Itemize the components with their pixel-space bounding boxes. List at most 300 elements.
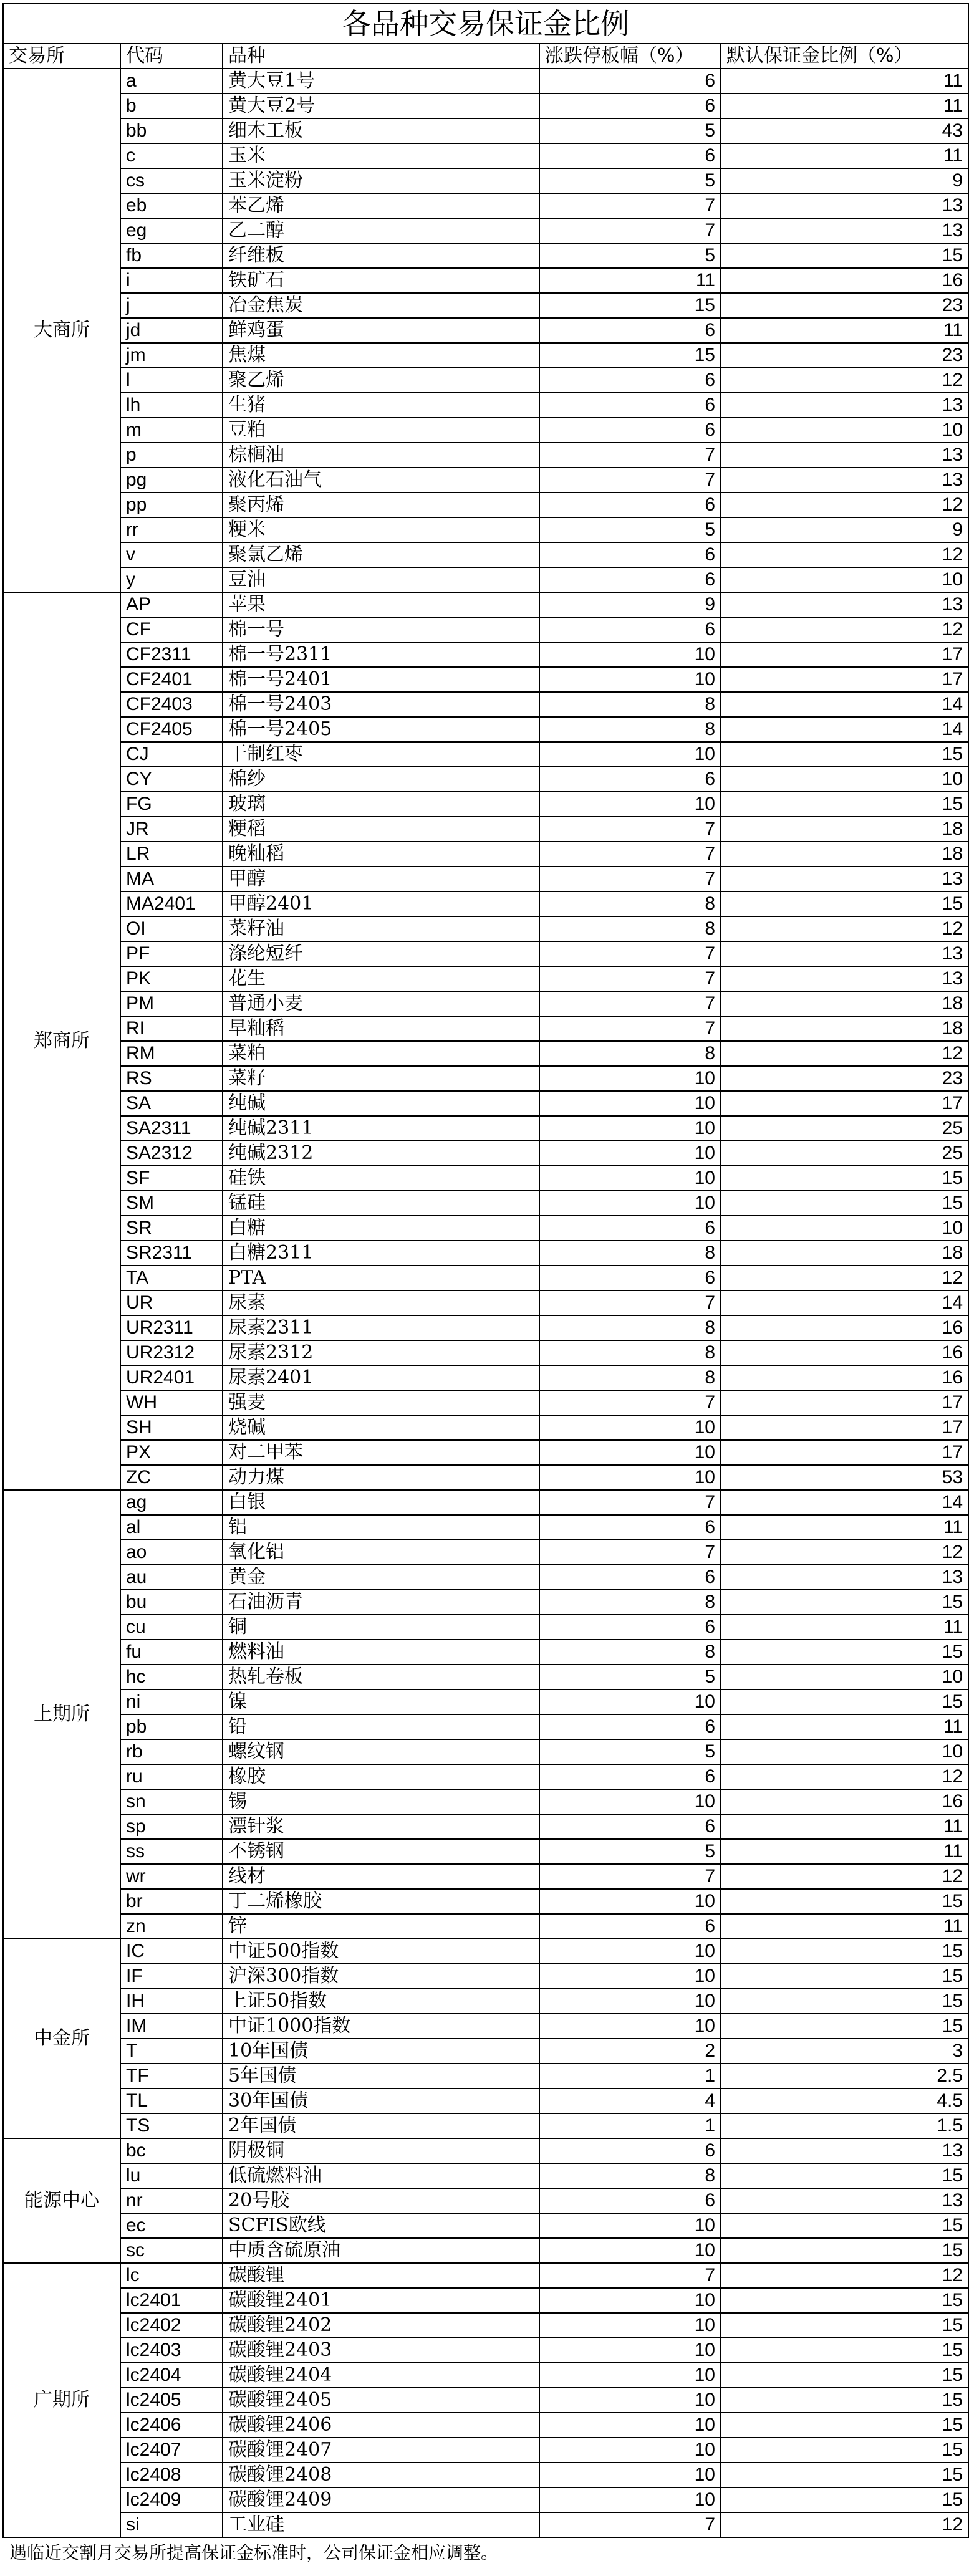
product-cell: 铜 bbox=[223, 1615, 539, 1640]
code-cell: UR2312 bbox=[120, 1340, 223, 1365]
margin-cell: 10 bbox=[721, 1216, 968, 1241]
table-row bbox=[3, 1739, 968, 1764]
margin-cell: 12 bbox=[721, 916, 968, 941]
limit-cell: 10 bbox=[539, 1091, 721, 1116]
limit-cell: 11 bbox=[539, 268, 721, 293]
table-row bbox=[3, 1191, 968, 1216]
limit-cell: 8 bbox=[539, 1590, 721, 1615]
code-cell: RS bbox=[120, 1066, 223, 1091]
margin-cell: 17 bbox=[721, 1415, 968, 1440]
margin-cell: 4.5 bbox=[721, 2088, 968, 2113]
margin-cell: 16 bbox=[721, 1340, 968, 1365]
header-product: 品种 bbox=[223, 44, 539, 69]
table-row bbox=[3, 2113, 968, 2138]
code-cell: SA2311 bbox=[120, 1116, 223, 1141]
code-cell: lc bbox=[120, 2263, 223, 2288]
exchange-cell: 中金所 bbox=[3, 1939, 120, 2138]
product-cell: 普通小麦 bbox=[223, 991, 539, 1016]
product-cell: 白糖 bbox=[223, 1216, 539, 1241]
code-cell: rr bbox=[120, 517, 223, 542]
product-cell: 冶金焦炭 bbox=[223, 293, 539, 318]
product-cell: 碳酸锂2406 bbox=[223, 2413, 539, 2438]
limit-cell: 10 bbox=[539, 2338, 721, 2363]
table-row bbox=[3, 468, 968, 493]
margin-cell: 13 bbox=[721, 867, 968, 892]
code-cell: cu bbox=[120, 1615, 223, 1640]
product-cell: 5年国债 bbox=[223, 2064, 539, 2088]
code-cell: rb bbox=[120, 1739, 223, 1764]
product-cell: 玉米 bbox=[223, 143, 539, 168]
product-cell: 线材 bbox=[223, 1864, 539, 1889]
product-cell: 碳酸锂2401 bbox=[223, 2288, 539, 2313]
product-cell: 尿素2312 bbox=[223, 1340, 539, 1365]
limit-cell: 6 bbox=[539, 1764, 721, 1789]
limit-cell: 7 bbox=[539, 1016, 721, 1041]
margin-cell: 15 bbox=[721, 2438, 968, 2463]
product-cell: 晚籼稻 bbox=[223, 842, 539, 867]
limit-cell: 7 bbox=[539, 468, 721, 493]
code-cell: cs bbox=[120, 168, 223, 193]
margin-cell: 14 bbox=[721, 692, 968, 717]
product-cell: 沪深300指数 bbox=[223, 1964, 539, 1989]
code-cell: zn bbox=[120, 1914, 223, 1939]
product-cell: 纯碱2312 bbox=[223, 1141, 539, 1166]
code-cell: AP bbox=[120, 592, 223, 617]
product-cell: 锌 bbox=[223, 1914, 539, 1939]
margin-cell: 17 bbox=[721, 1390, 968, 1415]
exchange-cell: 上期所 bbox=[3, 1490, 120, 1939]
limit-cell: 7 bbox=[539, 1490, 721, 1515]
table-row bbox=[3, 2088, 968, 2113]
limit-cell: 7 bbox=[539, 867, 721, 892]
margin-cell: 11 bbox=[721, 1615, 968, 1640]
margin-cell: 25 bbox=[721, 1141, 968, 1166]
product-cell: 粳稻 bbox=[223, 817, 539, 842]
product-cell: 棉一号 bbox=[223, 617, 539, 642]
table-row bbox=[3, 692, 968, 717]
margin-cell: 11 bbox=[721, 143, 968, 168]
product-cell: 镍 bbox=[223, 1689, 539, 1714]
product-cell: 菜籽油 bbox=[223, 916, 539, 941]
table-row bbox=[3, 742, 968, 767]
product-cell: 黄大豆1号 bbox=[223, 69, 539, 94]
table-row bbox=[3, 1689, 968, 1714]
code-cell: lc2407 bbox=[120, 2438, 223, 2463]
product-cell: 菜籽 bbox=[223, 1066, 539, 1091]
product-cell: 不锈钢 bbox=[223, 1839, 539, 1864]
margin-cell: 15 bbox=[721, 2213, 968, 2238]
limit-cell: 10 bbox=[539, 2388, 721, 2413]
limit-cell: 10 bbox=[539, 1964, 721, 1989]
margin-cell: 17 bbox=[721, 667, 968, 692]
product-cell: 碳酸锂2404 bbox=[223, 2363, 539, 2388]
table-row bbox=[3, 1839, 968, 1864]
product-cell: 石油沥青 bbox=[223, 1590, 539, 1615]
limit-cell: 7 bbox=[539, 966, 721, 991]
limit-cell: 10 bbox=[539, 1465, 721, 1490]
code-cell: bb bbox=[120, 118, 223, 143]
table-row bbox=[3, 966, 968, 991]
limit-cell: 10 bbox=[539, 1789, 721, 1814]
limit-cell: 10 bbox=[539, 2487, 721, 2512]
margin-cell: 15 bbox=[721, 1964, 968, 1989]
margin-cell: 17 bbox=[721, 642, 968, 667]
table-row bbox=[3, 717, 968, 742]
limit-cell: 5 bbox=[539, 1739, 721, 1764]
product-cell: 20号胶 bbox=[223, 2188, 539, 2213]
product-cell: 强麦 bbox=[223, 1390, 539, 1415]
product-cell: 碳酸锂2405 bbox=[223, 2388, 539, 2413]
table-row bbox=[3, 1540, 968, 1565]
limit-cell: 7 bbox=[539, 1390, 721, 1415]
margin-cell: 11 bbox=[721, 94, 968, 118]
limit-cell: 8 bbox=[539, 2163, 721, 2188]
table-row bbox=[3, 243, 968, 268]
table-row bbox=[3, 118, 968, 143]
table-row bbox=[3, 2413, 968, 2438]
code-cell: MA2401 bbox=[120, 892, 223, 916]
product-cell: 棉纱 bbox=[223, 767, 539, 792]
limit-cell: 8 bbox=[539, 1365, 721, 1390]
table-row bbox=[3, 1665, 968, 1689]
table-row bbox=[3, 1241, 968, 1266]
margin-cell: 13 bbox=[721, 443, 968, 468]
margin-cell: 15 bbox=[721, 2463, 968, 2487]
title-row bbox=[3, 4, 968, 44]
table-row bbox=[3, 2288, 968, 2313]
exchange-cell: 郑商所 bbox=[3, 592, 120, 1490]
margin-cell: 12 bbox=[721, 2263, 968, 2288]
table-row bbox=[3, 293, 968, 318]
table-row bbox=[3, 1315, 968, 1340]
product-cell: 硅铁 bbox=[223, 1166, 539, 1191]
code-cell: a bbox=[120, 69, 223, 94]
table-row bbox=[3, 1914, 968, 1939]
margin-cell: 23 bbox=[721, 343, 968, 368]
limit-cell: 6 bbox=[539, 318, 721, 343]
margin-cell: 23 bbox=[721, 293, 968, 318]
code-cell: TA bbox=[120, 1266, 223, 1290]
product-cell: 涤纶短纤 bbox=[223, 941, 539, 966]
table-row bbox=[3, 2138, 968, 2163]
code-cell: hc bbox=[120, 1665, 223, 1689]
margin-cell: 13 bbox=[721, 393, 968, 418]
table-row bbox=[3, 1041, 968, 1066]
product-cell: 烧碱 bbox=[223, 1415, 539, 1440]
limit-cell: 2 bbox=[539, 2039, 721, 2064]
table-row bbox=[3, 842, 968, 867]
product-cell: 花生 bbox=[223, 966, 539, 991]
code-cell: PM bbox=[120, 991, 223, 1016]
limit-cell: 10 bbox=[539, 1889, 721, 1914]
limit-cell: 15 bbox=[539, 293, 721, 318]
table-row bbox=[3, 892, 968, 916]
code-cell: PK bbox=[120, 966, 223, 991]
limit-cell: 10 bbox=[539, 1939, 721, 1964]
limit-cell: 8 bbox=[539, 1241, 721, 1266]
margin-cell: 53 bbox=[721, 1465, 968, 1490]
code-cell: au bbox=[120, 1565, 223, 1590]
limit-cell: 6 bbox=[539, 617, 721, 642]
code-cell: IH bbox=[120, 1989, 223, 2014]
margin-cell: 15 bbox=[721, 742, 968, 767]
margin-cell: 13 bbox=[721, 468, 968, 493]
margin-cell: 23 bbox=[721, 1066, 968, 1091]
code-cell: y bbox=[120, 567, 223, 592]
table-row bbox=[3, 2213, 968, 2238]
margin-cell: 15 bbox=[721, 243, 968, 268]
table-row bbox=[3, 1091, 968, 1116]
table-row bbox=[3, 2338, 968, 2363]
table-row bbox=[3, 1116, 968, 1141]
limit-cell: 10 bbox=[539, 2313, 721, 2338]
limit-cell: 10 bbox=[539, 742, 721, 767]
margin-cell: 12 bbox=[721, 1266, 968, 1290]
table-row bbox=[3, 2039, 968, 2064]
limit-cell: 6 bbox=[539, 94, 721, 118]
limit-cell: 6 bbox=[539, 567, 721, 592]
limit-cell: 10 bbox=[539, 1989, 721, 2014]
product-cell: 黄金 bbox=[223, 1565, 539, 1590]
product-cell: 碳酸锂2403 bbox=[223, 2338, 539, 2363]
margin-cell: 15 bbox=[721, 1689, 968, 1714]
code-cell: b bbox=[120, 94, 223, 118]
code-cell: pb bbox=[120, 1714, 223, 1739]
code-cell: ec bbox=[120, 2213, 223, 2238]
product-cell: 锡 bbox=[223, 1789, 539, 1814]
table-row bbox=[3, 1565, 968, 1590]
code-cell: eb bbox=[120, 193, 223, 218]
table-row bbox=[3, 1266, 968, 1290]
product-cell: 铁矿石 bbox=[223, 268, 539, 293]
limit-cell: 7 bbox=[539, 941, 721, 966]
code-cell: lc2401 bbox=[120, 2288, 223, 2313]
code-cell: T bbox=[120, 2039, 223, 2064]
table-row bbox=[3, 2188, 968, 2213]
margin-cell: 13 bbox=[721, 1565, 968, 1590]
code-cell: IM bbox=[120, 2014, 223, 2039]
code-cell: ZC bbox=[120, 1465, 223, 1490]
margin-cell: 16 bbox=[721, 1365, 968, 1390]
product-cell: 碳酸锂 bbox=[223, 2263, 539, 2288]
code-cell: ao bbox=[120, 1540, 223, 1565]
table-row bbox=[3, 1415, 968, 1440]
limit-cell: 7 bbox=[539, 193, 721, 218]
table-row bbox=[3, 941, 968, 966]
code-cell: j bbox=[120, 293, 223, 318]
limit-cell: 6 bbox=[539, 2138, 721, 2163]
product-cell: 中证500指数 bbox=[223, 1939, 539, 1964]
margin-cell: 11 bbox=[721, 318, 968, 343]
margin-cell: 10 bbox=[721, 1739, 968, 1764]
limit-cell: 15 bbox=[539, 343, 721, 368]
limit-cell: 6 bbox=[539, 1615, 721, 1640]
margin-cell: 16 bbox=[721, 1789, 968, 1814]
table-row bbox=[3, 592, 968, 617]
product-cell: 碳酸锂2409 bbox=[223, 2487, 539, 2512]
product-cell: 30年国债 bbox=[223, 2088, 539, 2113]
margin-cell: 15 bbox=[721, 1191, 968, 1216]
product-cell: 动力煤 bbox=[223, 1465, 539, 1490]
margin-cell: 17 bbox=[721, 1091, 968, 1116]
limit-cell: 6 bbox=[539, 368, 721, 393]
product-cell: 干制红枣 bbox=[223, 742, 539, 767]
product-cell: 橡胶 bbox=[223, 1764, 539, 1789]
product-cell: 铝 bbox=[223, 1515, 539, 1540]
product-cell: 螺纹钢 bbox=[223, 1739, 539, 1764]
code-cell: CF2403 bbox=[120, 692, 223, 717]
code-cell: ni bbox=[120, 1689, 223, 1714]
product-cell: 上证50指数 bbox=[223, 1989, 539, 2014]
note-row bbox=[3, 2537, 968, 2568]
margin-cell: 15 bbox=[721, 2338, 968, 2363]
table-row bbox=[3, 218, 968, 243]
product-cell: 早籼稻 bbox=[223, 1016, 539, 1041]
code-cell: SM bbox=[120, 1191, 223, 1216]
margin-cell: 9 bbox=[721, 517, 968, 542]
margin-cell: 15 bbox=[721, 1590, 968, 1615]
code-cell: al bbox=[120, 1515, 223, 1540]
code-cell: ru bbox=[120, 1764, 223, 1789]
product-cell: 苯乙烯 bbox=[223, 193, 539, 218]
table-row bbox=[3, 1216, 968, 1241]
margin-cell: 13 bbox=[721, 2138, 968, 2163]
product-cell: 低硫燃料油 bbox=[223, 2163, 539, 2188]
limit-cell: 7 bbox=[539, 1540, 721, 1565]
margin-cell: 18 bbox=[721, 842, 968, 867]
margin-cell: 15 bbox=[721, 2288, 968, 2313]
limit-cell: 10 bbox=[539, 2363, 721, 2388]
exchange-cell: 广期所 bbox=[3, 2263, 120, 2537]
table-row bbox=[3, 792, 968, 817]
code-cell: v bbox=[120, 542, 223, 567]
code-cell: p bbox=[120, 443, 223, 468]
product-cell: 棉一号2401 bbox=[223, 667, 539, 692]
table-row bbox=[3, 2163, 968, 2188]
margin-cell: 18 bbox=[721, 1241, 968, 1266]
code-cell: OI bbox=[120, 916, 223, 941]
table-row bbox=[3, 817, 968, 842]
limit-cell: 5 bbox=[539, 118, 721, 143]
limit-cell: 10 bbox=[539, 2413, 721, 2438]
code-cell: bc bbox=[120, 2138, 223, 2163]
product-cell: 铅 bbox=[223, 1714, 539, 1739]
code-cell: SA2312 bbox=[120, 1141, 223, 1166]
limit-cell: 7 bbox=[539, 2512, 721, 2537]
limit-cell: 10 bbox=[539, 1191, 721, 1216]
code-cell: jd bbox=[120, 318, 223, 343]
table-row bbox=[3, 2512, 968, 2537]
table-row bbox=[3, 1490, 968, 1515]
code-cell: CY bbox=[120, 767, 223, 792]
margin-cell: 17 bbox=[721, 1440, 968, 1465]
product-cell: 对二甲苯 bbox=[223, 1440, 539, 1465]
limit-cell: 6 bbox=[539, 143, 721, 168]
table-row bbox=[3, 1640, 968, 1665]
limit-cell: 6 bbox=[539, 1216, 721, 1241]
table-row bbox=[3, 1764, 968, 1789]
table-row bbox=[3, 767, 968, 792]
product-cell: PTA bbox=[223, 1266, 539, 1290]
table-row bbox=[3, 318, 968, 343]
page-title: 各品种交易保证金比例 bbox=[3, 4, 968, 44]
header-exchange: 交易所 bbox=[3, 44, 120, 69]
product-cell: 棉一号2405 bbox=[223, 717, 539, 742]
code-cell: WH bbox=[120, 1390, 223, 1415]
table-row bbox=[3, 867, 968, 892]
code-cell: eg bbox=[120, 218, 223, 243]
margin-cell: 15 bbox=[721, 2238, 968, 2263]
code-cell: UR bbox=[120, 1290, 223, 1315]
product-cell: 漂针浆 bbox=[223, 1814, 539, 1839]
table-row bbox=[3, 268, 968, 293]
product-cell: 粳米 bbox=[223, 517, 539, 542]
code-cell: CF2401 bbox=[120, 667, 223, 692]
code-cell: TL bbox=[120, 2088, 223, 2113]
limit-cell: 7 bbox=[539, 842, 721, 867]
product-cell: 阴极铜 bbox=[223, 2138, 539, 2163]
code-cell: TF bbox=[120, 2064, 223, 2088]
code-cell: LR bbox=[120, 842, 223, 867]
table-row bbox=[3, 1989, 968, 2014]
product-cell: 棉一号2311 bbox=[223, 642, 539, 667]
margin-cell: 15 bbox=[721, 2413, 968, 2438]
margin-cell: 13 bbox=[721, 2188, 968, 2213]
limit-cell: 8 bbox=[539, 1315, 721, 1340]
margin-cell: 13 bbox=[721, 592, 968, 617]
margin-cell: 15 bbox=[721, 2388, 968, 2413]
table-row bbox=[3, 916, 968, 941]
product-cell: 白银 bbox=[223, 1490, 539, 1515]
product-cell: 中质含硫原油 bbox=[223, 2238, 539, 2263]
limit-cell: 7 bbox=[539, 2263, 721, 2288]
limit-cell: 6 bbox=[539, 1914, 721, 1939]
margin-cell: 11 bbox=[721, 69, 968, 94]
product-cell: 碳酸锂2402 bbox=[223, 2313, 539, 2338]
table-row bbox=[3, 2363, 968, 2388]
margin-cell: 18 bbox=[721, 1016, 968, 1041]
limit-cell: 10 bbox=[539, 2213, 721, 2238]
table-row bbox=[3, 1714, 968, 1739]
code-cell: SR2311 bbox=[120, 1241, 223, 1266]
limit-cell: 10 bbox=[539, 792, 721, 817]
table-row bbox=[3, 368, 968, 393]
margin-cell: 15 bbox=[721, 1939, 968, 1964]
table-row bbox=[3, 2064, 968, 2088]
limit-cell: 5 bbox=[539, 168, 721, 193]
code-cell: IF bbox=[120, 1964, 223, 1989]
code-cell: RM bbox=[120, 1041, 223, 1066]
margin-cell: 12 bbox=[721, 617, 968, 642]
table-row bbox=[3, 143, 968, 168]
limit-cell: 1 bbox=[539, 2113, 721, 2138]
code-cell: ag bbox=[120, 1490, 223, 1515]
table-row bbox=[3, 1465, 968, 1490]
limit-cell: 10 bbox=[539, 2014, 721, 2039]
margin-cell: 15 bbox=[721, 2363, 968, 2388]
code-cell: IC bbox=[120, 1939, 223, 1964]
exchange-cell: 大商所 bbox=[3, 69, 120, 592]
product-cell: 锰硅 bbox=[223, 1191, 539, 1216]
code-cell: PF bbox=[120, 941, 223, 966]
limit-cell: 10 bbox=[539, 2438, 721, 2463]
code-cell: lc2403 bbox=[120, 2338, 223, 2363]
limit-cell: 8 bbox=[539, 916, 721, 941]
product-cell: 聚氯乙烯 bbox=[223, 542, 539, 567]
margin-cell: 13 bbox=[721, 941, 968, 966]
limit-cell: 10 bbox=[539, 2238, 721, 2263]
table-row bbox=[3, 2238, 968, 2263]
